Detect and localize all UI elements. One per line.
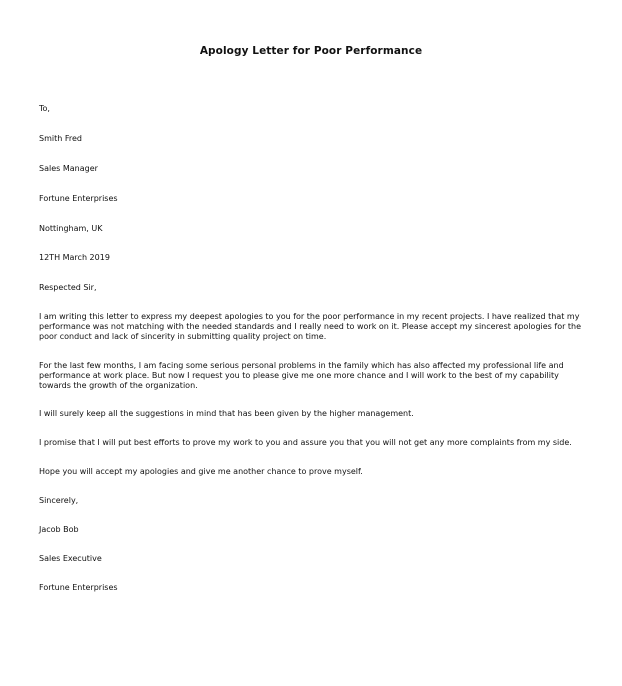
body-paragraph: I will surely keep all the suggestions in mind that has been given by the higher management. — [39, 409, 414, 418]
to-line: To, — [39, 104, 50, 113]
closing: Sincerely, — [39, 496, 79, 505]
recipient-location: Nottingham, UK — [39, 224, 103, 233]
body-paragraph: I promise that I will put best efforts to prove my work to you and assure you that you will not get any more complaints from my side. — [39, 438, 572, 447]
sender-title: Sales Executive — [39, 554, 102, 563]
body-paragraph: For the last few months, I am facing some serious personal problems in the family which has also affected my professional life and performance at work place. But now I request you to please give me one more chance and I will work to the best of my capability towards the growth of the organization. — [39, 361, 564, 390]
sender-name: Jacob Bob — [39, 525, 79, 534]
letter-date: 12TH March 2019 — [39, 253, 110, 262]
sender-company: Fortune Enterprises — [39, 583, 118, 592]
letter-title: Apology Letter for Poor Performance — [199, 45, 423, 57]
body-paragraph: I am writing this letter to express my deepest apologies to you for the poor performance in my recent projects. I have realized that my performance was not matching with the needed standards and I really need to work on it. Please accept my sincerest apologies for the poor conduct and lack of sincerity in submitting quality project on time. — [39, 312, 582, 341]
recipient-title: Sales Manager — [39, 164, 98, 173]
body-paragraph: Hope you will accept my apologies and give me another chance to prove myself. — [39, 467, 363, 476]
greeting: Respected Sir, — [39, 283, 97, 292]
recipient-company: Fortune Enterprises — [39, 194, 118, 203]
recipient-name: Smith Fred — [39, 134, 82, 143]
